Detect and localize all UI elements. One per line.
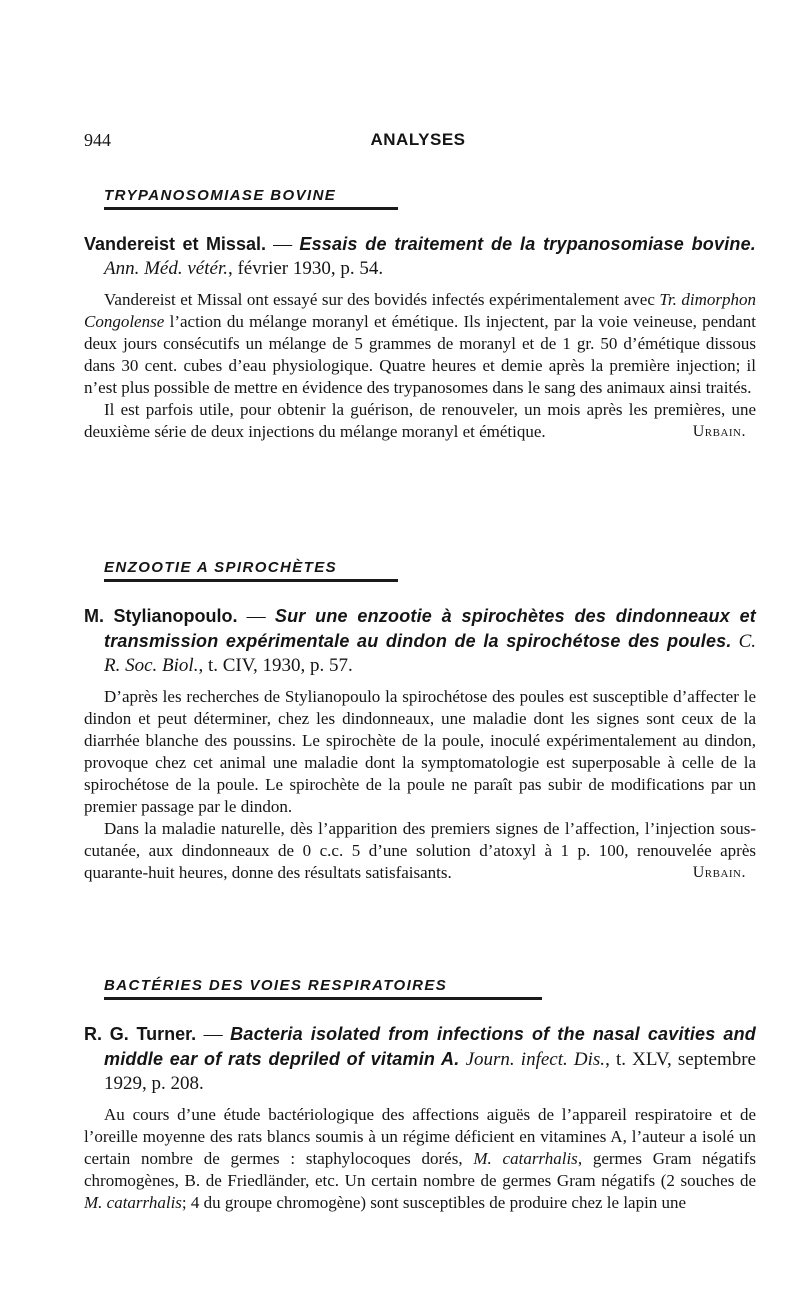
paragraph-text: Vandereist et Missal ont essayé sur des bovidés infectés expérimentalement avec [104,290,660,309]
abstract-body [84,1104,756,1214]
section-trypanosomiase [84,186,756,443]
paragraph-text: Il est parfois utile, pour obtenir la guérison, de renouveler, un mois après les premières, une deuxième série de deux injections du mélange moranyl et émétique. [84,400,756,441]
abstract-paragraph [84,686,756,818]
running-title: ANALYSES [370,130,466,149]
abstract-paragraph [84,818,756,884]
citation-authors: R. G. Turner. [84,1024,197,1044]
citation-journal: Ann. Méd. vétér. [104,258,228,279]
citation-title: Sur une enzootie à spirochètes des dindonneaux et transmission expérimentale au dindon de la spirochétose des poules. [104,606,756,651]
citation [84,1022,756,1096]
rubric-underline [104,579,398,582]
species-name: M. catarrhalis [84,1193,182,1212]
citation-dash: — [265,234,300,255]
page-number: 944 [84,130,111,150]
citation-authors: M. Stylianopoulo. [84,606,238,626]
paragraph-text: , germes Gram négatifs chromogènes, B. de Friedländer, etc. Un certain nombre de germes Gram négatifs (2 souches de [84,1149,757,1190]
citation-title: Essais de traitement de la trypanosomiase bovine. [299,234,756,254]
reviewer-signature: Urbain. [692,864,746,881]
paragraph-text: D’après les recherches de Stylianopoulo la spirochétose des poules est susceptible d’affecter le dindon et peut déterminer, chez les dindonneaux, une maladie dont les signes sont ceux de la diarrhée blanche des poussins. Le spirochète de la poule, inoculé expérimentalement au dindon, provoque chez cet animal une maladie dont la symptomatologie est superposable à celle de la spirochétose de la poule. Le spirochète de la poule ne paraît pas subir de modifications par un premier passage par le dindon. [84,687,756,816]
paragraph-text: Dans la maladie naturelle, dès l’apparition des premiers signes de l’affection, l’injection sous-cutanée, aux dindonneaux de 0 c.c. 5 d’une solution d’atoxyl à 1 p. 100, renouvelée après quarante-huit heures, donne des résultats satisfaisants. [84,819,756,882]
abstract-body [84,289,756,443]
citation-details: , t. CIV, 1930, p. 57. [198,655,353,676]
abstract-paragraph [84,289,756,399]
abstract-paragraph [84,399,756,443]
paragraph-text: Au cours d’une étude bactériologique des affections aiguës de l’appareil respiratoire et de l’oreille moyenne des rats blancs soumis à un régime déficient en vitamines A, l’auteur a isolé un certain nombre de germes : staphylocoques dorés, [84,1105,756,1168]
section-spirochetes [84,558,756,884]
species-name: Tr. dimorphon Congolense [84,290,756,331]
running-head [84,130,752,154]
citation-details: , t. XLV, septembre 1929, p. 208. [104,1049,756,1094]
citation-journal: Journ. infect. Dis. [465,1049,606,1070]
section-bacteries [84,976,756,1214]
paragraph-text: ; 4 du groupe chromogène) sont susceptibles de produire chez le lapin une [181,1193,687,1212]
section-rubric: BACTÉRIES DES VOIES RESPIRATOIRES [104,977,448,994]
species-name: M. catarrhalis [473,1149,578,1168]
abstract-paragraph [84,1104,756,1214]
section-rubric: TRYPANOSOMIASE BOVINE [104,187,337,204]
rubric-underline [104,207,398,210]
citation-dash: — [237,606,275,627]
section-rubric: ENZOOTIE A SPIROCHÈTES [104,559,338,576]
citation [84,604,756,678]
abstract-body [84,686,756,884]
citation-dash: — [196,1024,231,1045]
reviewer-signature: Urbain. [692,423,746,440]
citation-title: Bacteria isolated from infections of the nasal cavities and middle ear of rats depriled of vitamin A. [104,1024,757,1069]
citation-details: , février 1930, p. 54. [227,258,384,279]
citation [84,232,756,281]
citation-journal: C. R. Soc. Biol. [104,631,756,676]
citation-authors: Vandereist et Missal. [84,234,266,254]
rubric-underline [104,997,542,1000]
paragraph-text: l’action du mélange moranyl et émétique. Ils injectent, par la voie veineuse, pendant deux jours consécutifs un mélange de 5 grammes de moranyl et de 1 gr. 50 d’émétique dissous dans 30 cent. cubes d’eau physiologique. Quatre heures et demie après la première injection; il n’est plus possible de mettre en évidence des trypanosomes dans le sang des animaux ainsi traités. [84,312,756,397]
